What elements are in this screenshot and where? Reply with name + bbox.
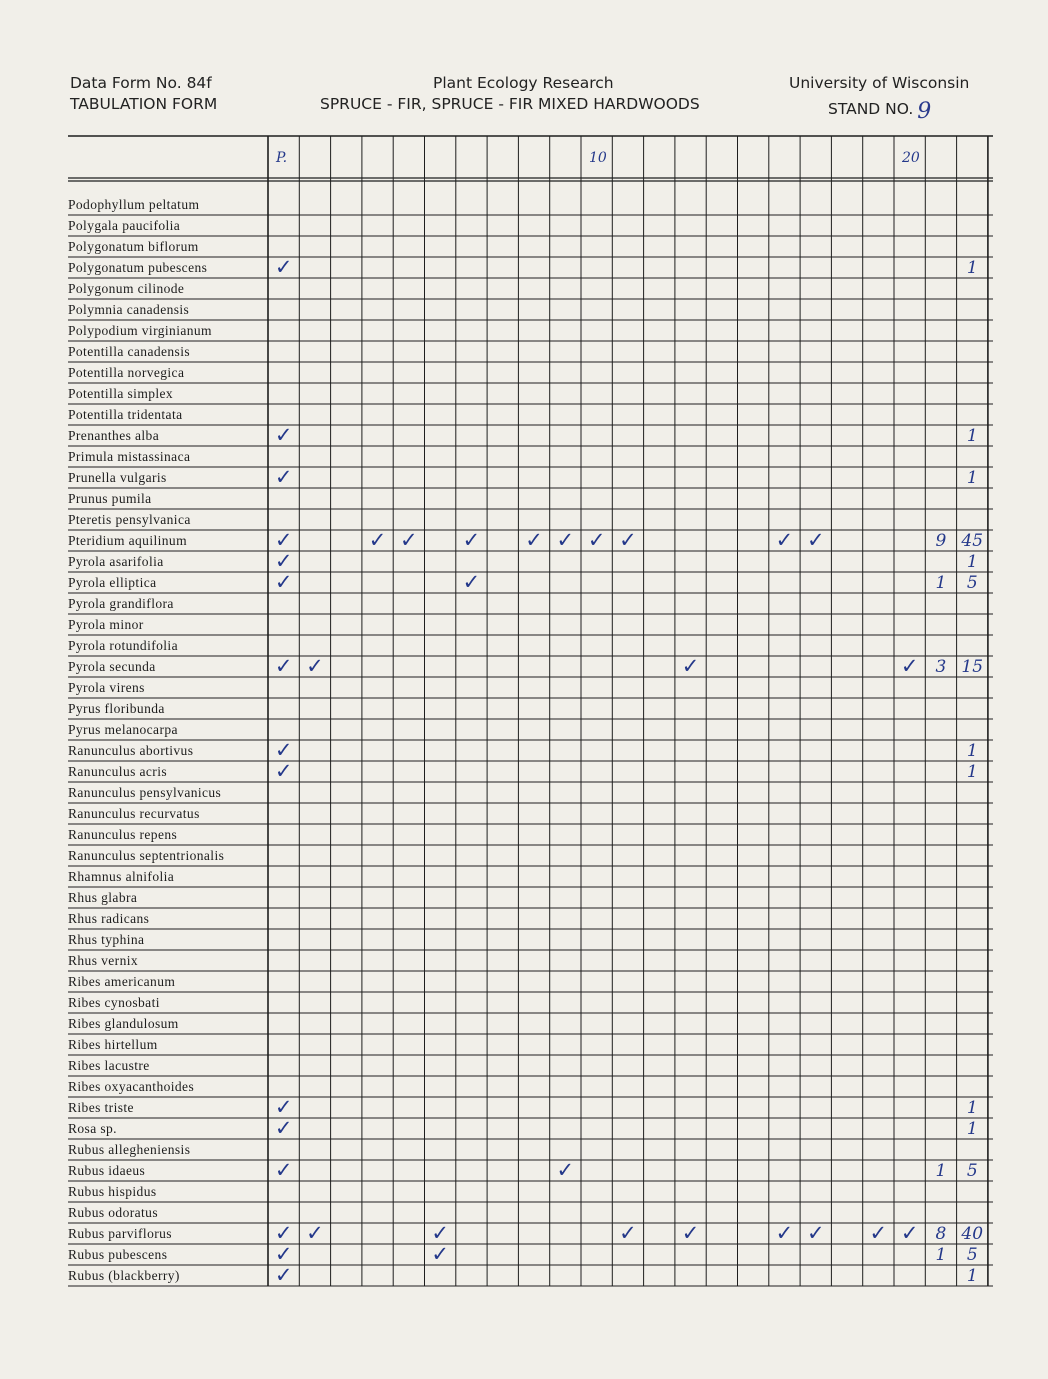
frequency-value: 9: [935, 531, 947, 551]
total-value: 1: [966, 762, 978, 782]
frequency-value: 1: [935, 573, 947, 593]
check-mark-icon: ✓: [775, 1221, 794, 1245]
check-mark-icon: ✓: [274, 1242, 293, 1266]
total-value: 45: [961, 531, 984, 551]
total-value: 1: [966, 1266, 978, 1286]
check-mark-icon: ✓: [431, 1221, 449, 1245]
species-label: Rubus hispidus: [68, 1184, 157, 1199]
check-mark-icon: ✓: [681, 654, 700, 678]
organization: Plant Ecology Research: [433, 74, 614, 92]
species-label: Ribes hirtellum: [68, 1037, 158, 1052]
species-label: Rhus glabra: [68, 890, 138, 905]
species-label: Polymnia canadensis: [68, 302, 190, 317]
species-label: Rhus typhina: [68, 932, 145, 947]
species-label: Rubus odoratus: [68, 1205, 158, 1220]
check-mark-icon: ✓: [274, 1263, 293, 1287]
species-label: Ranunculus recurvatus: [68, 806, 200, 821]
species-label: Pyrus melanocarpa: [68, 722, 178, 737]
species-label: Pyrus floribunda: [68, 701, 165, 716]
total-value: 5: [966, 573, 978, 593]
check-mark-icon: ✓: [400, 528, 418, 552]
check-mark-icon: ✓: [368, 528, 387, 552]
check-mark-icon: ✓: [681, 1221, 700, 1245]
species-label: Rhus radicans: [68, 911, 150, 926]
total-value: 1: [966, 426, 978, 446]
species-label: Prunella vulgaris: [68, 470, 167, 485]
check-mark-icon: ✓: [806, 528, 825, 552]
frequency-value: 1: [935, 1245, 947, 1265]
check-mark-icon: ✓: [619, 528, 637, 552]
species-label: Potentilla canadensis: [68, 344, 190, 359]
check-mark-icon: ✓: [274, 1116, 293, 1140]
column-header-number: P.: [276, 150, 288, 166]
stand-number: 9: [917, 99, 932, 124]
check-mark-icon: ✓: [274, 1095, 293, 1119]
column-header-number: 10: [589, 150, 607, 166]
frequency-value: 3: [935, 657, 947, 677]
species-label: Podophyllum peltatum: [68, 197, 200, 212]
total-value: 1: [966, 741, 978, 761]
check-mark-icon: ✓: [619, 1221, 637, 1245]
species-label: Ribes triste: [68, 1100, 134, 1115]
species-label: Pyrola minor: [68, 617, 144, 632]
species-label: Polygonatum pubescens: [68, 260, 208, 275]
university: University of Wisconsin: [789, 74, 970, 92]
species-label: Polygonum cilinode: [68, 281, 185, 296]
check-mark-icon: ✓: [462, 570, 481, 594]
species-label: Ranunculus pensylvanicus: [68, 785, 222, 800]
species-label: Ribes glandulosum: [68, 1016, 179, 1031]
check-mark-icon: ✓: [775, 528, 794, 552]
check-mark-icon: ✓: [274, 1158, 293, 1182]
check-mark-icon: ✓: [900, 654, 919, 678]
check-mark-icon: ✓: [306, 654, 324, 678]
species-label: Polygala paucifolia: [68, 218, 181, 233]
check-mark-icon: ✓: [462, 528, 481, 552]
species-label: Potentilla norvegica: [68, 365, 185, 380]
species-label: Ranunculus acris: [68, 764, 168, 779]
column-header-number: 20: [902, 150, 920, 166]
species-label: Potentilla simplex: [68, 386, 174, 401]
species-label: Rhus vernix: [68, 953, 139, 968]
species-label: Ribes cynosbati: [68, 995, 160, 1010]
form-type: TABULATION FORM: [70, 95, 218, 113]
species-label: Ribes oxyacanthoides: [68, 1079, 195, 1094]
check-mark-icon: ✓: [274, 1221, 293, 1245]
check-mark-icon: ✓: [274, 549, 293, 573]
check-mark-icon: ✓: [587, 528, 606, 552]
species-label: Ribes americanum: [68, 974, 176, 989]
check-mark-icon: ✓: [274, 738, 293, 762]
species-label: Rosa sp.: [68, 1121, 117, 1136]
species-label: Pyrola virens: [68, 680, 145, 695]
check-mark-icon: ✓: [556, 528, 575, 552]
species-label: Polypodium virginianum: [68, 323, 212, 338]
form-number: Data Form No. 84f: [70, 74, 212, 92]
check-mark-icon: ✓: [806, 1221, 825, 1245]
species-label: Ranunculus septentrionalis: [68, 848, 225, 863]
total-value: 5: [966, 1161, 978, 1181]
check-mark-icon: ✓: [274, 255, 293, 279]
species-label: Polygonatum biflorum: [68, 239, 199, 254]
check-mark-icon: ✓: [869, 1221, 888, 1245]
species-label: Pyrola elliptica: [68, 575, 157, 590]
species-label: Pyrola rotundifolia: [68, 638, 178, 653]
species-label: Pyrola secunda: [68, 659, 156, 674]
species-label: Ranunculus abortivus: [68, 743, 194, 758]
species-label: Prenanthes alba: [68, 428, 160, 443]
total-value: 5: [966, 1245, 978, 1265]
check-mark-icon: ✓: [274, 423, 293, 447]
species-label: Rubus parviflorus: [68, 1226, 172, 1241]
check-mark-icon: ✓: [900, 1221, 919, 1245]
check-mark-icon: ✓: [274, 759, 293, 783]
species-label: Rubus allegheniensis: [68, 1142, 191, 1157]
stand-label: STAND NO.: [828, 100, 914, 118]
total-value: 1: [966, 1119, 978, 1139]
total-value: 15: [961, 657, 984, 677]
frequency-value: 1: [935, 1161, 947, 1181]
check-mark-icon: ✓: [274, 465, 293, 489]
check-mark-icon: ✓: [274, 528, 293, 552]
species-label: Ranunculus repens: [68, 827, 178, 842]
species-label: Potentilla tridentata: [68, 407, 183, 422]
check-mark-icon: ✓: [306, 1221, 324, 1245]
total-value: 40: [961, 1224, 984, 1244]
species-label: Prunus pumila: [68, 491, 152, 506]
species-label: Pteridium aquilinum: [68, 533, 187, 548]
species-label: Primula mistassinaca: [68, 449, 191, 464]
species-label: Pyrola grandiflora: [68, 596, 174, 611]
forest-type: SPRUCE - FIR, SPRUCE - FIR MIXED HARDWOODS: [320, 95, 700, 113]
species-label: Ribes lacustre: [68, 1058, 150, 1073]
total-value: 1: [966, 468, 978, 488]
species-label: Pyrola asarifolia: [68, 554, 164, 569]
check-mark-icon: ✓: [556, 1158, 575, 1182]
frequency-value: 8: [935, 1224, 947, 1244]
species-label: Rubus (blackberry): [68, 1268, 180, 1283]
species-label: Rhamnus alnifolia: [68, 869, 175, 884]
species-label: Rubus idaeus: [68, 1163, 146, 1178]
total-value: 1: [966, 258, 978, 278]
check-mark-icon: ✓: [274, 570, 293, 594]
species-label: Rubus pubescens: [68, 1247, 168, 1262]
check-mark-icon: ✓: [525, 528, 543, 552]
total-value: 1: [966, 552, 978, 572]
check-mark-icon: ✓: [274, 654, 293, 678]
species-label: Pteretis pensylvanica: [68, 512, 191, 527]
check-mark-icon: ✓: [431, 1242, 449, 1266]
total-value: 1: [966, 1098, 978, 1118]
